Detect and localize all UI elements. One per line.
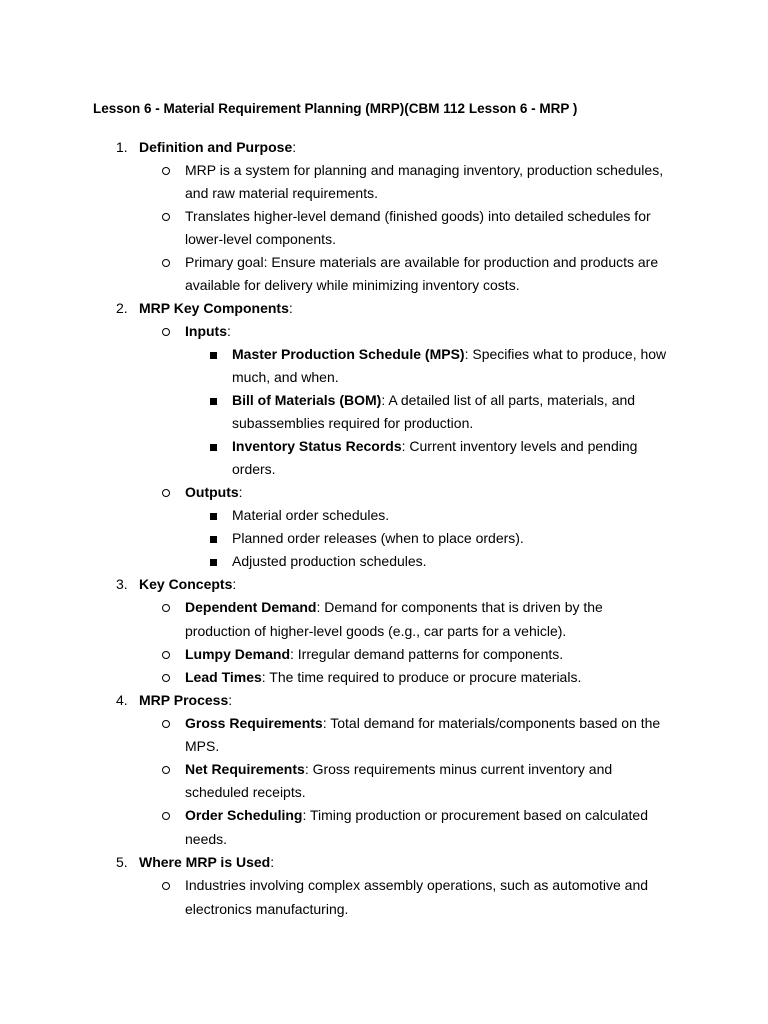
list-item: Order Scheduling: Timing production or procurement based on calculated [185, 807, 648, 823]
list-item: Adjusted production schedules. [232, 553, 427, 569]
list-item-continued: and raw material requirements. [185, 185, 378, 201]
list-item: Translates higher-level demand (finished goods) into detailed schedules for [185, 208, 651, 224]
list-item-continued: production of higher-level goods (e.g., car parts for a vehicle). [185, 623, 567, 639]
list-item: Inventory Status Records: Current inventory levels and pending [232, 438, 638, 454]
circle-bullet-icon [162, 213, 170, 221]
list-item-continued: electronics manufacturing. [185, 901, 349, 917]
document-page: Lesson 6 - Material Requirement Planning (MRP)(CBM 112 Lesson 6 - MRP ) 1. Definition and Purpose: MRP is a system for planning and managing inventory, production schedules, and raw material requirements. Translates higher-level demand (finished goods) into detailed schedules for lower-level components. Primary goal: Ensure materials are available for production and products are available for delivery while minimizing inventory costs. 2. MRP Key Components: Inputs: Master Production Schedule (MPS): Specifies what to produce, how much, and when. Bill of Materials (BOM): A detailed list of all parts, materials, and subassemblies required for production. Inventory Status Records: Current inventory levels and pending orders. Outputs: Material order schedules. Planned order releases (when to place orders). Adjusted production schedules. 3. Key Concepts: Dependent Demand: Demand for components that is driven by the production of higher-level goods (e.g., car parts for a vehicle). Lumpy Demand: Irregular demand patterns for components. Lead Times: The time required to produce or procure materials. 4. MRP Process: Gross Requirements: Total demand for materials/components based on the MPS. Net Requirements: Gross requirements minus current inventory and scheduled receipts. Order Scheduling: Timing production or procurement based on calculated needs. 5. Where MRP is Used: Industries involving complex assembly operations, such as automotive and electronics manufacturing. [0, 0, 768, 1024]
circle-bullet-icon [162, 651, 170, 659]
list-item: Dependent Demand: Demand for components that is driven by the [185, 599, 603, 615]
section-number: 5. [116, 854, 128, 870]
list-item: Lumpy Demand: Irregular demand patterns for components. [185, 646, 564, 662]
list-item: Lead Times: The time required to produce or procure materials. [185, 669, 582, 685]
square-bullet-icon [210, 352, 217, 359]
section-number: 1. [116, 139, 128, 155]
square-bullet-icon [210, 513, 217, 520]
list-item-continued: subassemblies required for production. [232, 415, 474, 431]
section-title: Key Concepts [139, 576, 233, 592]
square-bullet-icon [210, 559, 217, 566]
circle-bullet-icon [162, 674, 170, 682]
list-item: Master Production Schedule (MPS): Specifies what to produce, how [232, 346, 667, 362]
section-number: 4. [116, 692, 128, 708]
circle-bullet-icon [162, 489, 170, 497]
list-item-continued: scheduled receipts. [185, 784, 306, 800]
list-item-continued: needs. [185, 831, 228, 847]
list-item: Bill of Materials (BOM): A detailed list of all parts, materials, and [232, 392, 636, 408]
list-item: MRP is a system for planning and managing inventory, production schedules, [185, 162, 664, 178]
list-item: Material order schedules. [232, 507, 390, 523]
list-item: Planned order releases (when to place orders). [232, 530, 524, 546]
list-item: Inputs: [185, 323, 231, 339]
section-title: MRP Key Components [139, 300, 289, 316]
list-item-continued: MPS. [185, 738, 220, 754]
document-title: Lesson 6 - Material Requirement Planning (MRP)(CBM 112 Lesson 6 - MRP ) [93, 101, 578, 116]
section-number: 2. [116, 300, 128, 316]
circle-bullet-icon [162, 720, 170, 728]
square-bullet-icon [210, 536, 217, 543]
list-item: Primary goal: Ensure materials are available for production and products are [185, 254, 659, 270]
square-bullet-icon [210, 444, 217, 451]
list-item: Industries involving complex assembly operations, such as automotive and [185, 877, 649, 893]
circle-bullet-icon [162, 882, 170, 890]
section-number: 3. [116, 576, 128, 592]
circle-bullet-icon [162, 328, 170, 336]
list-item-continued: available for delivery while minimizing inventory costs. [185, 277, 520, 293]
list-item: Outputs: [185, 484, 243, 500]
list-item: Gross Requirements: Total demand for materials/components based on the [185, 715, 661, 731]
list-item: Net Requirements: Gross requirements minus current inventory and [185, 761, 613, 777]
list-item-continued: lower-level components. [185, 231, 336, 247]
circle-bullet-icon [162, 604, 170, 612]
section-title: Definition and Purpose [139, 139, 293, 155]
list-item-continued: much, and when. [232, 369, 339, 385]
section-title: Where MRP is Used [139, 854, 271, 870]
list-item-continued: orders. [232, 461, 276, 477]
circle-bullet-icon [162, 167, 170, 175]
section-title: MRP Process [139, 692, 229, 708]
circle-bullet-icon [162, 259, 170, 267]
circle-bullet-icon [162, 812, 170, 820]
circle-bullet-icon [162, 766, 170, 774]
square-bullet-icon [210, 398, 217, 405]
